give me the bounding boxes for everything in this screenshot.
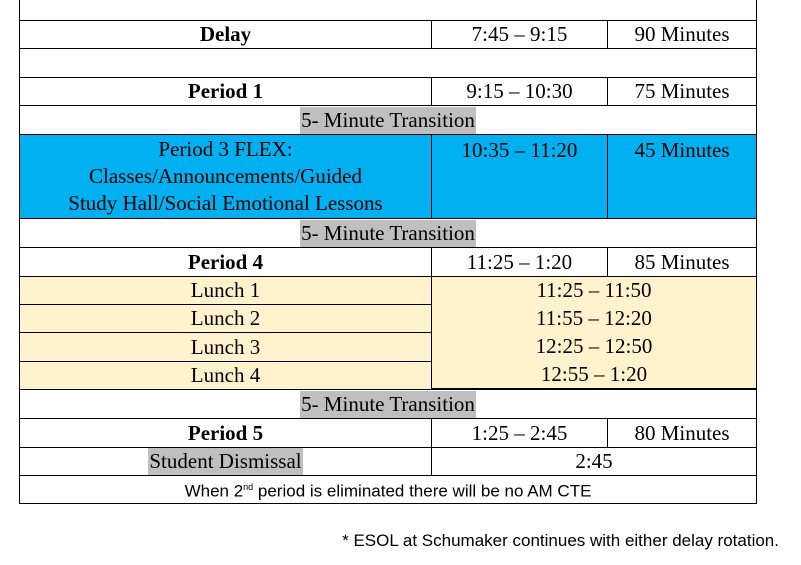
lunch4-label: Lunch 4: [19, 361, 432, 390]
period4-duration: 85 Minutes: [607, 247, 757, 277]
period5-label: Period 5: [19, 418, 432, 448]
transition-row: [19, 218, 757, 248]
note-text: When 2: [184, 481, 244, 501]
period5-duration: 80 Minutes: [607, 418, 757, 448]
lunch4-time: 12:55 – 1:20: [540, 361, 648, 386]
note-sup: nd: [243, 482, 254, 493]
delay-label: Delay: [19, 20, 432, 49]
empty-row: [19, 0, 757, 21]
dismissal-label: Student Dismissal: [149, 449, 302, 473]
note-text: period is eliminated there will be no AM CTE: [253, 481, 592, 501]
transition-text: 5- Minute Transition: [301, 220, 475, 245]
flex-label: [19, 134, 432, 219]
flex-duration: 45 Minutes: [607, 134, 757, 219]
transition-row: [19, 105, 757, 135]
lunch1-time: 11:25 – 11:50: [536, 278, 652, 303]
lunch1-label: Lunch 1: [19, 276, 432, 305]
transition-text: 5- Minute Transition: [301, 391, 475, 416]
period4-time: 11:25 – 1:20: [431, 247, 608, 277]
period5-time: 1:25 – 2:45: [431, 418, 608, 448]
dismissal-label-cell: [19, 447, 432, 476]
period1-time: 9:15 – 10:30: [431, 77, 608, 106]
period1-duration: 75 Minutes: [607, 77, 757, 106]
flex-label-line: Study Hall/Social Emotional Lessons: [68, 191, 383, 215]
flex-label-line: Classes/Announcements/Guided: [89, 164, 362, 188]
lunch2-label: Lunch 2: [19, 304, 432, 333]
period1-label: Period 1: [19, 77, 432, 106]
lunch-times: [431, 276, 757, 389]
empty-row: [19, 48, 757, 78]
transition-text: 5- Minute Transition: [301, 107, 475, 132]
lunch2-time: 11:55 – 12:20: [536, 306, 652, 331]
delay-duration: 90 Minutes: [607, 20, 757, 49]
dismissal-time: 2:45: [431, 447, 757, 476]
flex-time: 10:35 – 11:20: [431, 134, 608, 219]
footnote: * ESOL at Schumaker continues with either delay rotation.: [342, 531, 779, 550]
period4-label: Period 4: [19, 247, 432, 277]
transition-row: [19, 389, 757, 419]
lunch3-label: Lunch 3: [19, 332, 432, 362]
lunch3-time: 12:25 – 12:50: [535, 333, 653, 358]
cte-note: [19, 475, 757, 504]
delay-time: 7:45 – 9:15: [431, 20, 608, 49]
flex-label-line: Period 3 FLEX:: [158, 137, 293, 161]
